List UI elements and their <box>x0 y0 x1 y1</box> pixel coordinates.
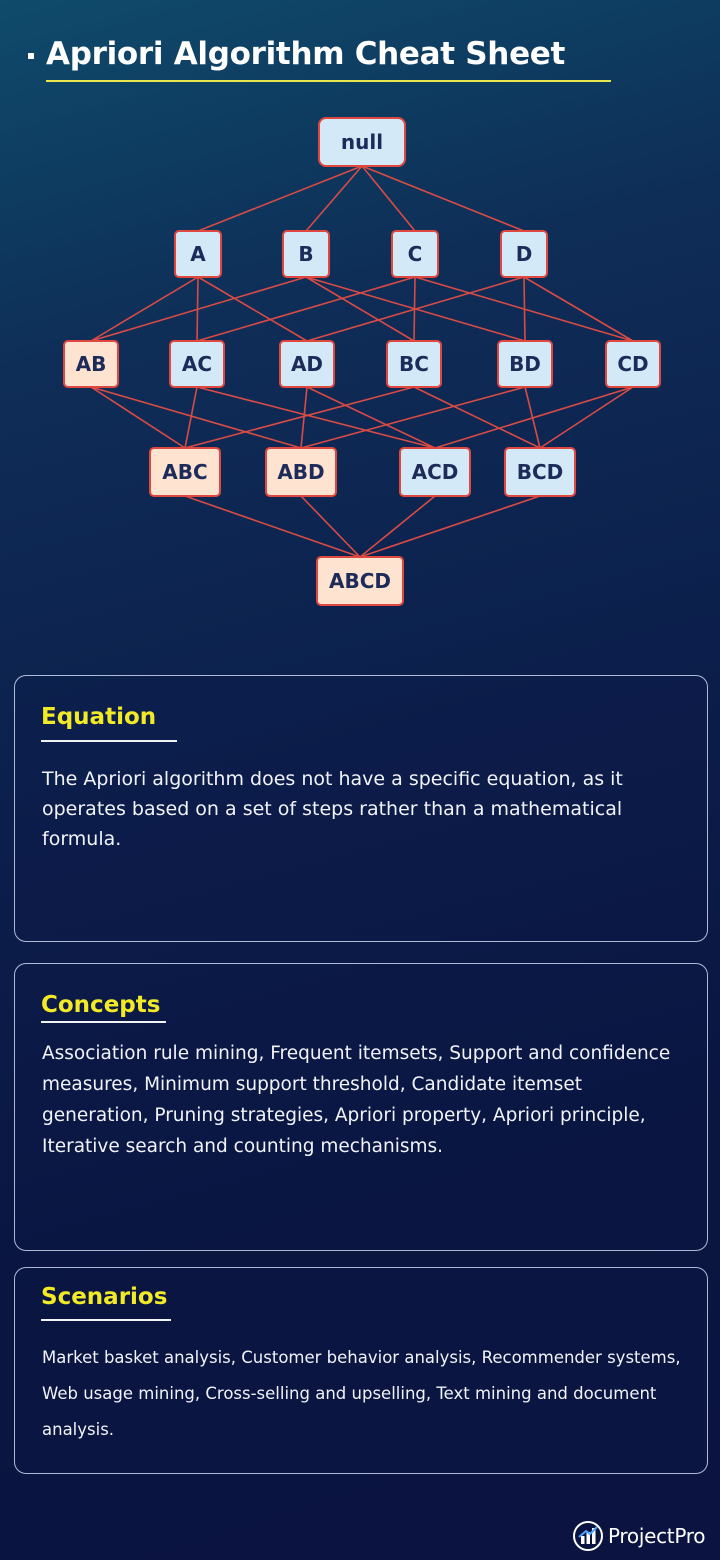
edge-BC-BCD <box>414 387 540 448</box>
itemset-node-label: BCD <box>516 460 564 484</box>
itemset-node-acd <box>400 448 470 496</box>
itemset-node-c <box>392 231 438 277</box>
itemset-node-abc <box>150 448 220 496</box>
itemset-node-ab <box>64 341 118 387</box>
itemset-node-d <box>501 231 547 277</box>
edge-A-AB <box>91 277 198 341</box>
itemset-node-ad <box>280 341 334 387</box>
edge-CD-BCD <box>540 387 633 448</box>
scenarios-card <box>14 1267 708 1474</box>
concepts-card <box>14 963 708 1251</box>
scenarios-text: Market basket analysis, Customer behavior analysis, Recommender systems, Web usage mining, Cross-selling and upselling, Text mining and document analysis. <box>42 1348 681 1439</box>
edge-ABC-ABCD <box>185 496 360 557</box>
itemset-node-abd <box>266 448 336 496</box>
edge-null-C <box>362 166 415 231</box>
itemset-node-bd <box>498 341 552 387</box>
itemset-node-bcd <box>505 448 575 496</box>
edge-B-BC <box>306 277 414 341</box>
edge-BD-ABD <box>301 387 525 448</box>
itemset-lattice-diagram <box>0 0 720 620</box>
itemset-node-cd <box>606 341 660 387</box>
itemset-node-label: ACD <box>411 460 459 484</box>
itemset-node-null <box>319 118 405 166</box>
equation-card <box>14 675 708 942</box>
itemset-node-label: AB <box>75 352 107 376</box>
itemset-node-a <box>175 231 221 277</box>
itemset-node-label: null <box>340 130 384 154</box>
itemset-node-label: D <box>515 242 533 266</box>
itemset-node-label: BD <box>509 352 541 376</box>
edge-null-A <box>198 166 362 231</box>
itemset-node-ac <box>170 341 224 387</box>
brand-logo <box>572 1520 705 1552</box>
edge-BC-ABC <box>185 387 414 448</box>
scenarios-heading: Scenarios <box>41 1284 168 1310</box>
edge-AC-ACD <box>197 387 435 448</box>
itemset-node-label: A <box>190 242 206 266</box>
equation-heading: Equation <box>41 704 157 730</box>
itemset-node-label: B <box>298 242 314 266</box>
itemset-node-label: ABD <box>277 460 325 484</box>
page-title: Apriori Algorithm Cheat Sheet <box>46 36 566 72</box>
itemset-node-abcd <box>317 557 403 605</box>
itemset-node-label: CD <box>617 352 649 376</box>
itemset-node-label: AD <box>290 352 324 376</box>
edge-null-D <box>362 166 524 231</box>
edge-C-AC <box>197 277 415 341</box>
concepts-heading: Concepts <box>41 992 161 1018</box>
edge-D-CD <box>524 277 633 341</box>
itemset-node-label: BC <box>399 352 429 376</box>
edge-D-BD <box>524 277 525 341</box>
edge-ABD-ABCD <box>301 496 360 557</box>
itemset-node-label: ABCD <box>328 569 392 593</box>
equation-text: The Apriori algorithm does not have a specific equation, as it operates based on a set of steps rather than a mathematical formula. <box>42 768 623 850</box>
concepts-heading-underline <box>41 1021 166 1023</box>
itemset-node-bc <box>387 341 441 387</box>
lattice-nodes <box>64 118 660 605</box>
edge-null-B <box>306 166 362 231</box>
brand-name: ProjectPro <box>608 1524 706 1548</box>
edge-A-AD <box>198 277 307 341</box>
concepts-text: Association rule mining, Frequent itemsets, Support and confidence measures, Minimum support threshold, Candidate itemset generation, Pruning strategies, Apriori property, Apriori principle, Iterative search and counting mechanisms. <box>42 1043 671 1157</box>
equation-heading-underline <box>41 740 177 742</box>
edge-ACD-ABCD <box>360 496 435 557</box>
itemset-node-label: ABC <box>162 460 208 484</box>
edge-AB-ABC <box>91 387 185 448</box>
itemset-node-label: AC <box>181 352 213 376</box>
itemset-node-label: C <box>407 242 423 266</box>
itemset-node-b <box>283 231 329 277</box>
scenarios-heading-underline <box>41 1319 171 1321</box>
projectpro-logo-icon <box>572 1520 604 1552</box>
edge-CD-ACD <box>435 387 633 448</box>
edge-BCD-ABCD <box>360 496 540 557</box>
